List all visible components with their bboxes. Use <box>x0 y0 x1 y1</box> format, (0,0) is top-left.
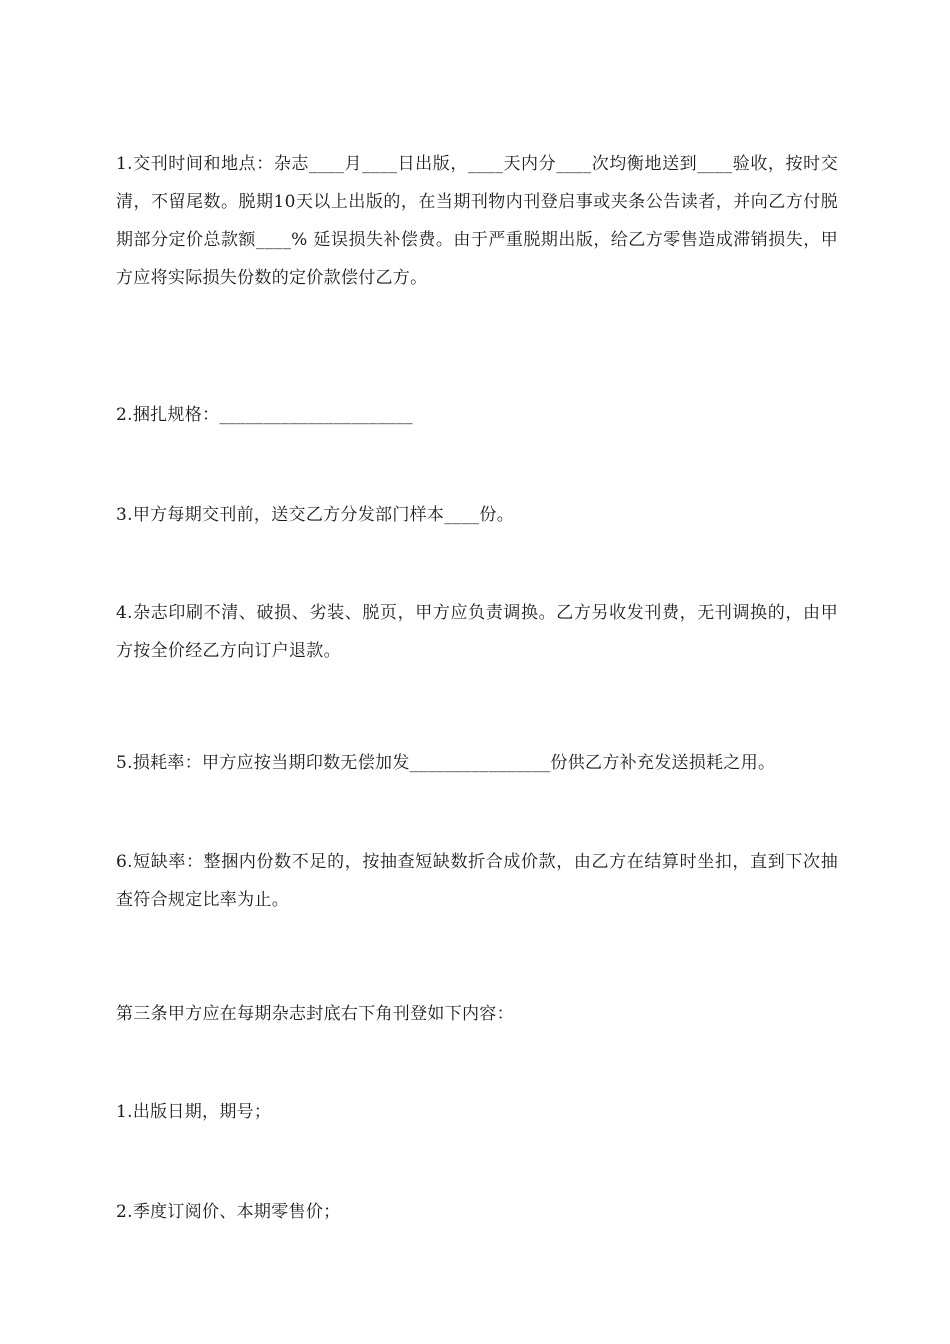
paragraph-sample-copies: 3.甲方每期交刊前，送交乙方分发部门样本____份。 <box>116 505 515 525</box>
paragraph-shortage-rate: 6.短缺率：整捆内份数不足的，按抽查短缺数折合成价款，由乙方在结算时坐扣，直到下次抽查符合规定比率为止。 <box>116 852 838 910</box>
paragraph-loss-rate: 5.损耗率：甲方应按当期印数无偿加发________________份供乙方补充发送损耗之用。 <box>116 753 776 773</box>
paragraph-publication-date: 1.出版日期，期号； <box>116 1102 272 1122</box>
paragraph-article-three-heading: 第三条甲方应在每期杂志封底右下角刊登如下内容： <box>116 1004 514 1024</box>
paragraph-delivery-time-place: 1.交刊时间和地点：杂志____月____日出版，____天内分____次均衡地送到____验收，按时交清，不留尾数。脱期10天以上出版的，在当期刊物内刊登启事或夹条公告读者，并向乙方付脱期部分定价总款额____% 延误损失补偿费。由于严重脱期出版，给乙方零售造成滞销损失，甲方应将实际损失份数的定价款偿付乙方。 <box>116 154 838 288</box>
paragraph-bundling-spec: 2.捆扎规格：______________________ <box>116 405 413 425</box>
paragraph-pricing: 2.季度订阅价、本期零售价； <box>116 1202 341 1222</box>
paragraph-defect-exchange: 4.杂志印刷不清、破损、劣装、脱页，甲方应负责调换。乙方另收发刊费，无刊调换的，由甲方按全价经乙方向订户退款。 <box>116 603 838 661</box>
